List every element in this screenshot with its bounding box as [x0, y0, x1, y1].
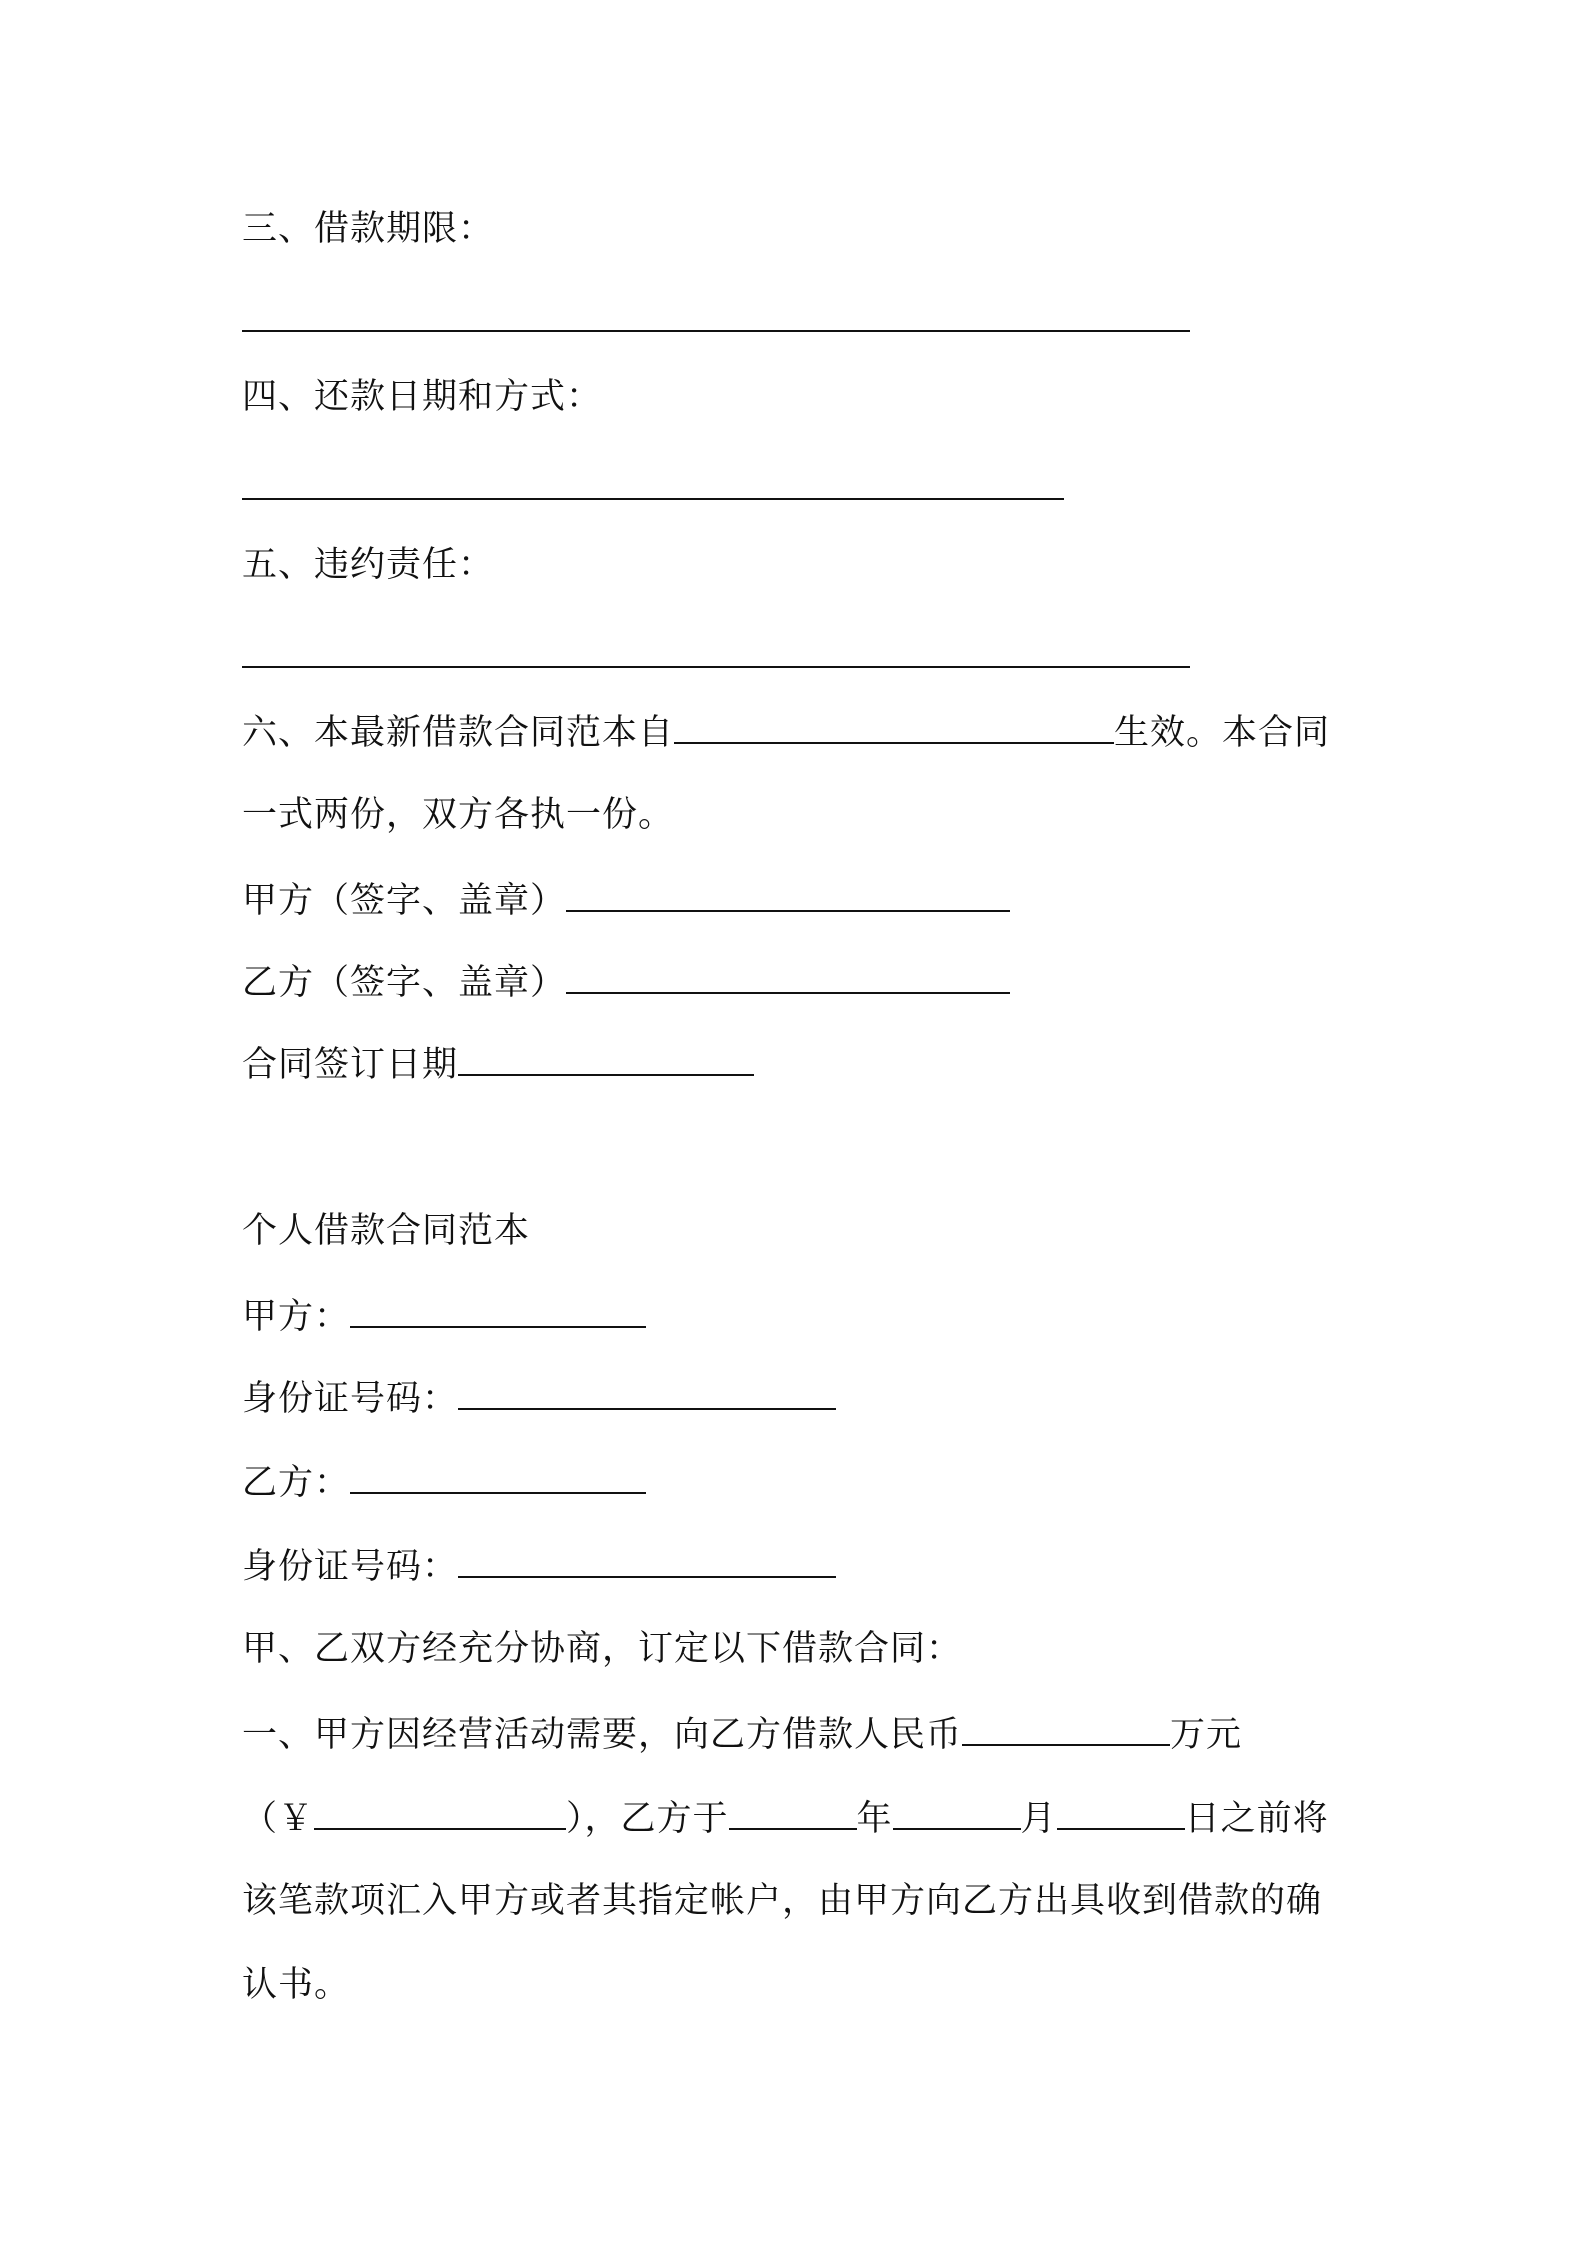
- intro-line: 甲、乙双方经充分协商，订定以下借款合同：: [242, 1629, 963, 1669]
- section-6-suffix: 生效。本合同: [1114, 713, 1331, 753]
- second-document-title: 个人借款合同范本: [242, 1211, 531, 1251]
- party-a-signature-line: [242, 876, 1010, 924]
- clause-1-line-4: 认书。: [242, 1965, 351, 2005]
- party-b-blank: [350, 1458, 646, 1494]
- party-a-id-blank: [458, 1374, 836, 1410]
- clause-1-unit: 万元: [1170, 1715, 1243, 1755]
- section-5-blank-line: [242, 632, 1190, 680]
- clause-1-mid: ），乙方于: [566, 1799, 729, 1839]
- party-a-id-line: [242, 1374, 836, 1422]
- clause-1-line-3: 该笔款项汇入甲方或者其指定帐户，由甲方向乙方出具收到借款的确: [242, 1881, 1323, 1921]
- loan-amount-blank: [962, 1710, 1170, 1746]
- month-blank: [893, 1794, 1021, 1830]
- section-3-blank-line: [242, 296, 1190, 344]
- effective-date-blank: [674, 708, 1114, 744]
- sign-date-label: 合同签订日期: [242, 1045, 459, 1085]
- party-b-signature-blank: [566, 958, 1010, 994]
- party-b-label: 乙方：: [242, 1463, 351, 1503]
- day-blank: [1057, 1794, 1185, 1830]
- section-6-line-2: 一式两份，双方各执一份。: [242, 795, 675, 835]
- section-6-prefix: 六、本最新借款合同范本自: [242, 713, 675, 753]
- clause-1-line-1: [242, 1710, 1242, 1758]
- section-3-heading: 三、借款期限：: [242, 209, 495, 249]
- section-5-heading: 五、违约责任：: [242, 545, 495, 585]
- month-label: 月: [1020, 1799, 1057, 1839]
- day-suffix: 日之前将: [1184, 1799, 1329, 1839]
- sign-date-line: [242, 1040, 754, 1088]
- clause-1-prefix: 一、甲方因经营活动需要，向乙方借款人民币: [242, 1715, 963, 1755]
- party-a-label: 甲方：: [242, 1297, 351, 1337]
- party-b-line: [242, 1458, 646, 1506]
- amount-figure-blank: [314, 1794, 566, 1830]
- party-b-id-line: [242, 1542, 836, 1590]
- party-b-id-blank: [458, 1542, 836, 1578]
- section-4-heading: 四、还款日期和方式：: [242, 377, 603, 417]
- party-a-signature-label: 甲方（签字、盖章）: [242, 881, 567, 921]
- party-b-signature-line: [242, 958, 1010, 1006]
- section-6-line-1: [242, 708, 1330, 756]
- party-a-line: [242, 1292, 646, 1340]
- party-a-signature-blank: [566, 876, 1010, 912]
- clause-1-line-2: [242, 1794, 1329, 1842]
- party-a-id-label: 身份证号码：: [242, 1379, 459, 1419]
- party-b-id-label: 身份证号码：: [242, 1547, 459, 1587]
- party-a-blank: [350, 1292, 646, 1328]
- sign-date-blank: [458, 1040, 754, 1076]
- currency-open: （￥: [242, 1799, 315, 1839]
- section-4-blank-line: [242, 464, 1064, 512]
- year-label: 年: [856, 1799, 893, 1839]
- party-b-signature-label: 乙方（签字、盖章）: [242, 963, 567, 1003]
- year-blank: [729, 1794, 857, 1830]
